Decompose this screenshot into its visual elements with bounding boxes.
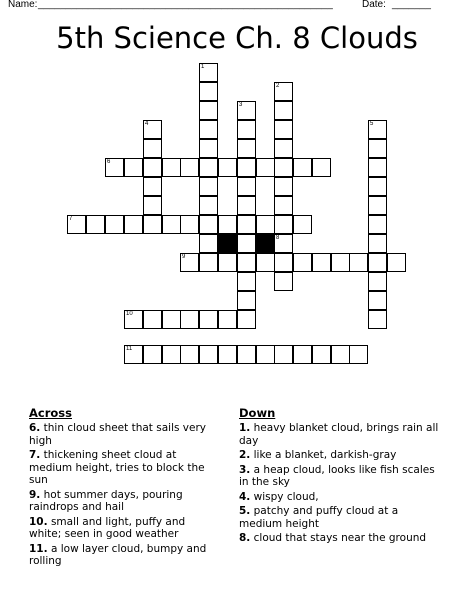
clue-number-label: 3 <box>239 102 243 108</box>
crossword-cell[interactable] <box>237 272 256 291</box>
across-clue-7 <box>29 449 219 487</box>
crossword-cell[interactable] <box>368 310 387 329</box>
clue-text: a low layer cloud, bumpy and rolling <box>29 542 207 567</box>
crossword-cell[interactable] <box>67 215 86 234</box>
crossword-cell[interactable] <box>237 139 256 158</box>
crossword-cell[interactable] <box>199 345 218 364</box>
crossword-cell[interactable] <box>180 158 199 177</box>
clue-text: heavy blanket cloud, brings rain all day <box>239 422 439 447</box>
crossword-cell[interactable] <box>199 120 218 139</box>
date-label: Date: <box>362 0 386 10</box>
crossword-cell[interactable] <box>312 158 331 177</box>
crossword-cell[interactable] <box>274 234 293 253</box>
clue-text: like a blanket, darkish-gray <box>253 449 397 461</box>
clue-number-label: 10 <box>126 311 133 317</box>
clue-number: 6. <box>29 422 41 434</box>
crossword-cell[interactable] <box>368 158 387 177</box>
crossword-cell[interactable] <box>199 101 218 120</box>
clue-number-label: 6 <box>107 159 111 165</box>
crossword-cell[interactable] <box>143 158 162 177</box>
crossword-cell[interactable] <box>256 158 275 177</box>
crossword-cell[interactable] <box>293 253 312 272</box>
crossword-cell[interactable] <box>143 215 162 234</box>
down-clue-2 <box>239 449 439 462</box>
clue-text: patchy and puffy cloud at a medium height <box>239 505 399 530</box>
crossword-cell[interactable] <box>293 345 312 364</box>
clue-number: 11. <box>29 542 48 555</box>
crossword-cell[interactable] <box>368 291 387 310</box>
clue-text: hot summer days, pouring raindrops and hail <box>29 488 183 513</box>
crossword-cell[interactable] <box>237 345 256 364</box>
clue-number-label: 1 <box>201 64 205 70</box>
crossword-cell[interactable] <box>124 345 143 364</box>
crossword-cell[interactable] <box>237 234 256 253</box>
crossword-cell[interactable] <box>143 345 162 364</box>
crossword-cell[interactable] <box>180 253 199 272</box>
crossword-cell[interactable] <box>274 272 293 291</box>
crossword-cell[interactable] <box>331 345 350 364</box>
crossword-cell[interactable] <box>368 253 387 272</box>
crossword-cell[interactable] <box>274 101 293 120</box>
crossword-cell[interactable] <box>274 139 293 158</box>
crossword-cell[interactable] <box>199 177 218 196</box>
crossword-cell[interactable] <box>368 120 387 139</box>
crossword-cell[interactable] <box>274 253 293 272</box>
crossword-cell[interactable] <box>199 310 218 329</box>
crossword-cell[interactable] <box>368 234 387 253</box>
crossword-cell[interactable] <box>368 272 387 291</box>
clue-text: thickening sheet cloud at medium height, tries to block the sun <box>29 449 205 486</box>
clue-number: 2. <box>239 449 251 461</box>
crossword-cell[interactable] <box>274 158 293 177</box>
clue-number: 7. <box>29 449 41 461</box>
down-clue-4 <box>239 491 439 504</box>
crossword-cell[interactable] <box>274 120 293 139</box>
date-line[interactable]: _______ <box>392 0 431 10</box>
crossword-cell[interactable] <box>143 310 162 329</box>
crossword-cell[interactable] <box>274 196 293 215</box>
clue-number: 8. <box>239 532 251 544</box>
crossword-cell[interactable] <box>124 310 143 329</box>
clue-text: a heap cloud, looks like fish scales in the sky <box>239 463 435 488</box>
clue-text: small and light, puffy and white; seen in good weather <box>29 515 186 540</box>
crossword-cell[interactable] <box>105 158 124 177</box>
across-heading: Across <box>29 406 72 420</box>
crossword-cell[interactable] <box>218 253 237 272</box>
filled-block <box>218 234 237 253</box>
name-line[interactable]: _____________________________________________________ <box>38 0 333 10</box>
crossword-cell[interactable] <box>199 63 218 82</box>
crossword-cell[interactable] <box>199 82 218 101</box>
crossword-cell[interactable] <box>237 291 256 310</box>
down-heading: Down <box>239 406 276 420</box>
clue-number: 10. <box>29 515 48 528</box>
crossword-cell[interactable] <box>143 177 162 196</box>
name-label: Name: <box>8 0 38 10</box>
clue-number-label: 5 <box>370 121 374 127</box>
down-clues <box>239 406 439 547</box>
clue-number-label: 11 <box>126 346 133 352</box>
down-clue-8 <box>239 532 439 545</box>
clue-text: cloud that stays near the ground <box>253 532 427 544</box>
across-clue-9 <box>29 489 219 514</box>
crossword-cell[interactable] <box>312 253 331 272</box>
crossword-cell[interactable] <box>199 139 218 158</box>
crossword-cell[interactable] <box>199 234 218 253</box>
clue-text: wispy cloud, <box>253 490 319 503</box>
across-clues <box>29 406 219 570</box>
crossword-cell[interactable] <box>105 215 124 234</box>
crossword-cell[interactable] <box>162 215 181 234</box>
clue-number-label: 2 <box>276 83 280 89</box>
clue-number-label: 8 <box>276 235 280 241</box>
crossword-cell[interactable] <box>199 253 218 272</box>
crossword-cell[interactable] <box>237 215 256 234</box>
crossword-cell[interactable] <box>274 82 293 101</box>
crossword-cell[interactable] <box>368 139 387 158</box>
crossword-cell[interactable] <box>237 120 256 139</box>
clue-number: 3. <box>239 463 251 476</box>
crossword-cell[interactable] <box>124 215 143 234</box>
worksheet-title: 5th Science Ch. 8 Clouds <box>56 21 418 55</box>
crossword-cell[interactable] <box>143 196 162 215</box>
crossword-cell[interactable] <box>143 139 162 158</box>
crossword-cell[interactable] <box>218 310 237 329</box>
crossword-cell[interactable] <box>180 310 199 329</box>
down-clue-5 <box>239 505 439 530</box>
crossword-cell[interactable] <box>199 158 218 177</box>
crossword-cell[interactable] <box>180 215 199 234</box>
crossword-cell[interactable] <box>218 158 237 177</box>
crossword-cell[interactable] <box>199 215 218 234</box>
clue-number-label: 9 <box>182 254 186 260</box>
crossword-cell[interactable] <box>312 345 331 364</box>
crossword-cell[interactable] <box>162 158 181 177</box>
crossword-cell[interactable] <box>218 215 237 234</box>
crossword-cell[interactable] <box>368 177 387 196</box>
clue-text: thin cloud sheet that sails very high <box>29 422 207 447</box>
crossword-cell[interactable] <box>237 310 256 329</box>
crossword-cell[interactable] <box>180 345 199 364</box>
crossword-cell[interactable] <box>349 345 368 364</box>
down-clue-1 <box>239 422 439 447</box>
down-clue-3 <box>239 464 439 489</box>
crossword-cell[interactable] <box>387 253 406 272</box>
crossword-cell[interactable] <box>237 196 256 215</box>
crossword-cell[interactable] <box>162 310 181 329</box>
clue-number: 9. <box>29 488 41 501</box>
crossword-cell[interactable] <box>274 215 293 234</box>
crossword-cell[interactable] <box>237 177 256 196</box>
crossword-cell[interactable] <box>86 215 105 234</box>
crossword-cell[interactable] <box>274 177 293 196</box>
crossword-cell[interactable] <box>237 253 256 272</box>
crossword-cell[interactable] <box>143 120 162 139</box>
across-clue-11 <box>29 543 219 568</box>
clue-number-label: 4 <box>145 121 149 127</box>
crossword-cell[interactable] <box>162 345 181 364</box>
crossword-cell[interactable] <box>274 345 293 364</box>
crossword-cell[interactable] <box>331 253 350 272</box>
crossword-cell[interactable] <box>368 215 387 234</box>
clue-number: 4. <box>239 490 251 503</box>
crossword-cell[interactable] <box>218 345 237 364</box>
crossword-cell[interactable] <box>237 101 256 120</box>
filled-block <box>256 234 275 253</box>
crossword-cell[interactable] <box>293 158 312 177</box>
clue-number-label: 7 <box>69 216 73 222</box>
across-clue-6 <box>29 422 219 447</box>
crossword-cell[interactable] <box>256 253 275 272</box>
crossword-cell[interactable] <box>349 253 368 272</box>
crossword-cell[interactable] <box>368 196 387 215</box>
crossword-cell[interactable] <box>237 158 256 177</box>
crossword-cell[interactable] <box>124 158 143 177</box>
clue-number: 5. <box>239 505 251 517</box>
clue-number: 1. <box>239 422 251 434</box>
crossword-cell[interactable] <box>293 215 312 234</box>
crossword-cell[interactable] <box>199 196 218 215</box>
across-clue-10 <box>29 516 219 541</box>
crossword-cell[interactable] <box>256 345 275 364</box>
crossword-cell[interactable] <box>256 215 275 234</box>
